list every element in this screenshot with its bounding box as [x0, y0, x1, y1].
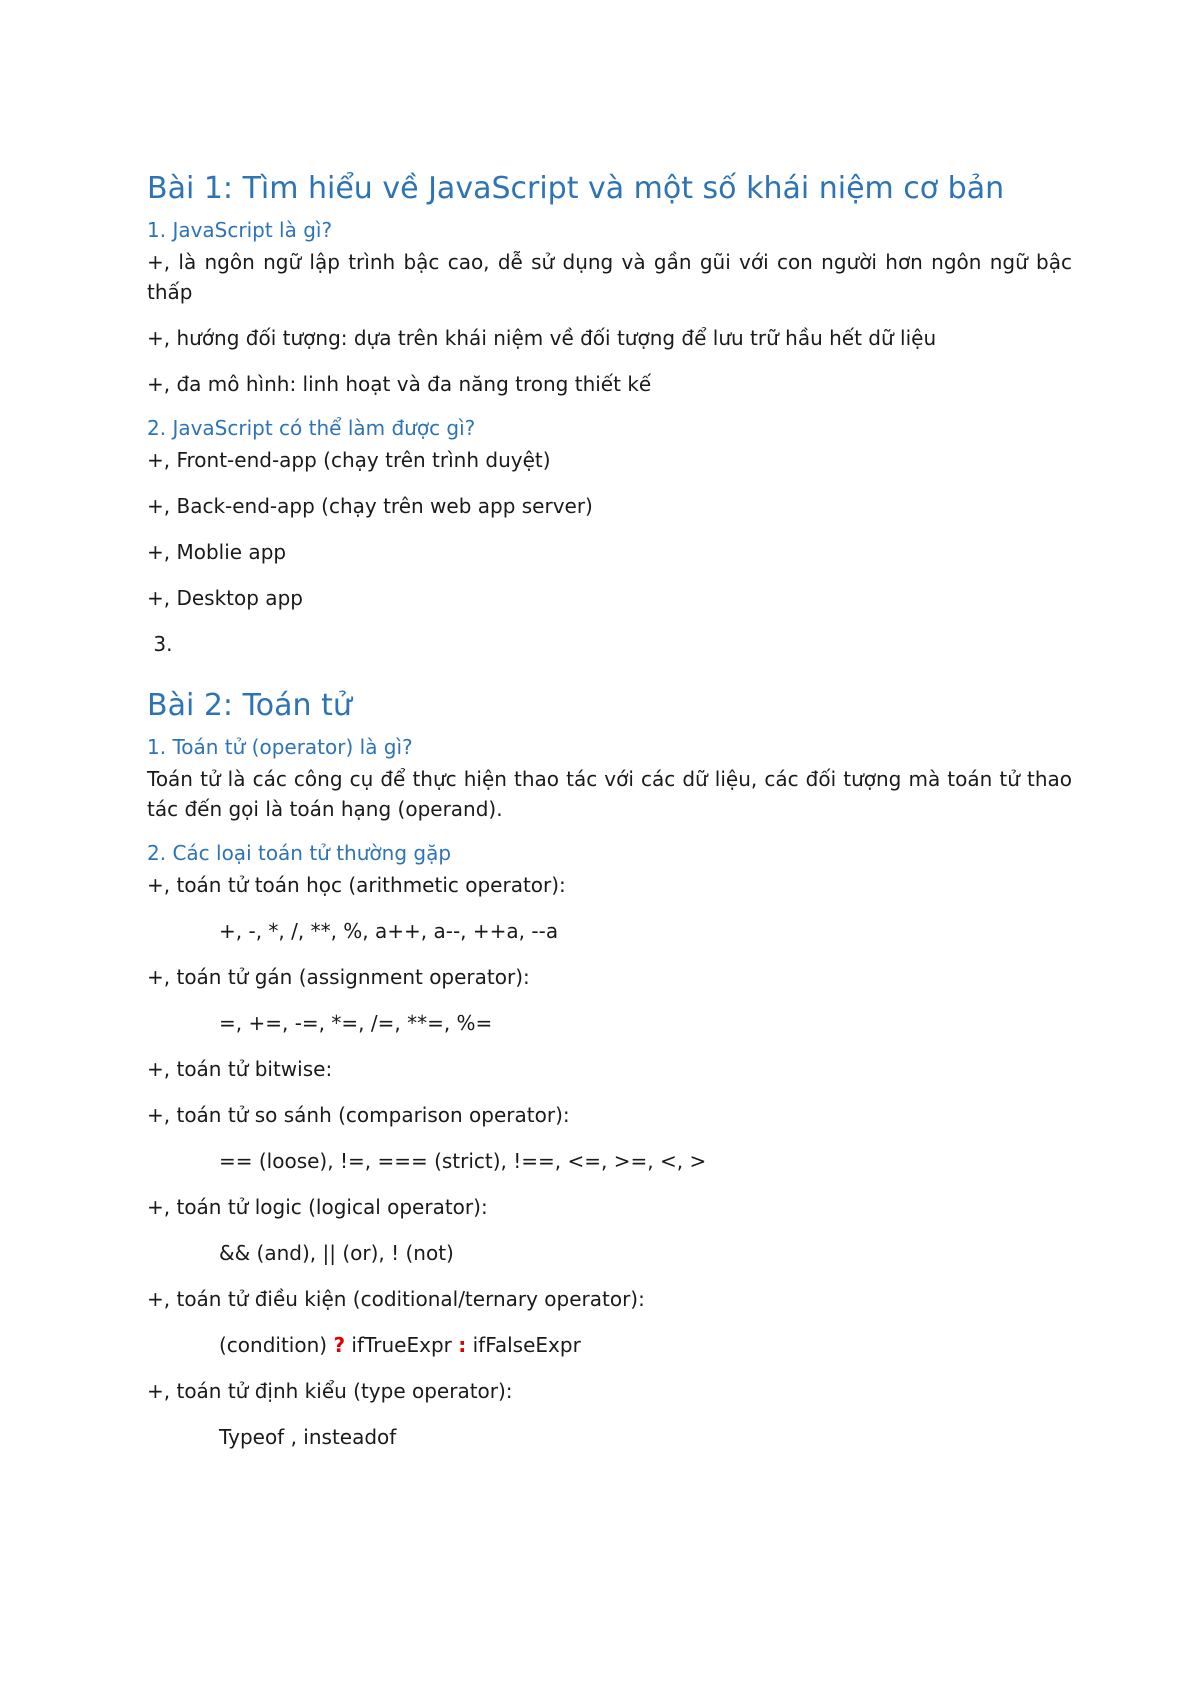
ternary-question-mark: ?: [333, 1333, 346, 1357]
operator-list: +, -, *, /, **, %, a++, a--, ++a, --a: [219, 919, 559, 943]
ternary-false-expr: ifFalseExpr: [466, 1333, 581, 1357]
ternary-true-expr: ifTrueExpr: [345, 1333, 459, 1357]
list-item: +, Back-end-app (chạy trên web app server): [147, 494, 593, 518]
ternary-colon: :: [458, 1333, 467, 1357]
operator-category-label: +, toán tử điều kiện (coditional/ternary operator):: [147, 1287, 645, 1311]
lesson1-section2-heading: 2. JavaScript có thể làm được gì?: [147, 416, 476, 440]
operator-list: =, +=, -=, *=, /=, **=, %=: [219, 1011, 493, 1035]
operator-list: && (and), || (or), ! (not): [219, 1241, 454, 1265]
operator-category-label: +, toán tử định kiểu (type operator):: [147, 1379, 513, 1403]
lesson1-section1-heading: 1. JavaScript là gì?: [147, 218, 333, 242]
lesson1-title: Bài 1: Tìm hiểu về JavaScript và một số khái niệm cơ bản: [147, 171, 1005, 206]
operator-category-label: +, toán tử logic (logical operator):: [147, 1195, 488, 1219]
lesson1-paragraph: +, là ngôn ngữ lập trình bậc cao, dễ sử dụng và gần gũi với con người hơn ngôn ngữ bậc thấp: [147, 250, 1072, 304]
ternary-condition: (condition): [219, 1333, 334, 1357]
lesson1-section3-number: 3.: [147, 632, 173, 656]
list-item: +, Desktop app: [147, 586, 303, 610]
operator-category-label: +, toán tử so sánh (comparison operator):: [147, 1103, 570, 1127]
lesson1-paragraph: +, hướng đối tượng: dựa trên khái niệm về đối tượng để lưu trữ hầu hết dữ liệu: [147, 326, 937, 350]
lesson2-section2-heading: 2. Các loại toán tử thường gặp: [147, 841, 452, 865]
lesson2-paragraph: Toán tử là các công cụ để thực hiện thao tác với các dữ liệu, các đối tượng mà toán tử thao tác đến gọi là toán hạng (operand).: [147, 767, 1072, 821]
operator-category-label: +, toán tử bitwise:: [147, 1057, 333, 1081]
lesson2-section1-heading: 1. Toán tử (operator) là gì?: [147, 735, 413, 759]
list-item: +, Front-end-app (chạy trên trình duyệt): [147, 448, 551, 472]
lesson1-paragraph: +, đa mô hình: linh hoạt và đa năng trong thiết kế: [147, 372, 652, 396]
list-item: +, Moblie app: [147, 540, 287, 564]
operator-category-label: +, toán tử gán (assignment operator):: [147, 965, 530, 989]
ternary-syntax: [147, 1330, 1072, 1360]
operator-list: == (loose), !=, === (strict), !==, <=, >=, <, >: [219, 1149, 707, 1173]
operator-category-label: +, toán tử toán học (arithmetic operator):: [147, 873, 566, 897]
operator-list: Typeof , insteadof: [219, 1425, 397, 1449]
lesson2-title: Bài 2: Toán tử: [147, 688, 352, 723]
